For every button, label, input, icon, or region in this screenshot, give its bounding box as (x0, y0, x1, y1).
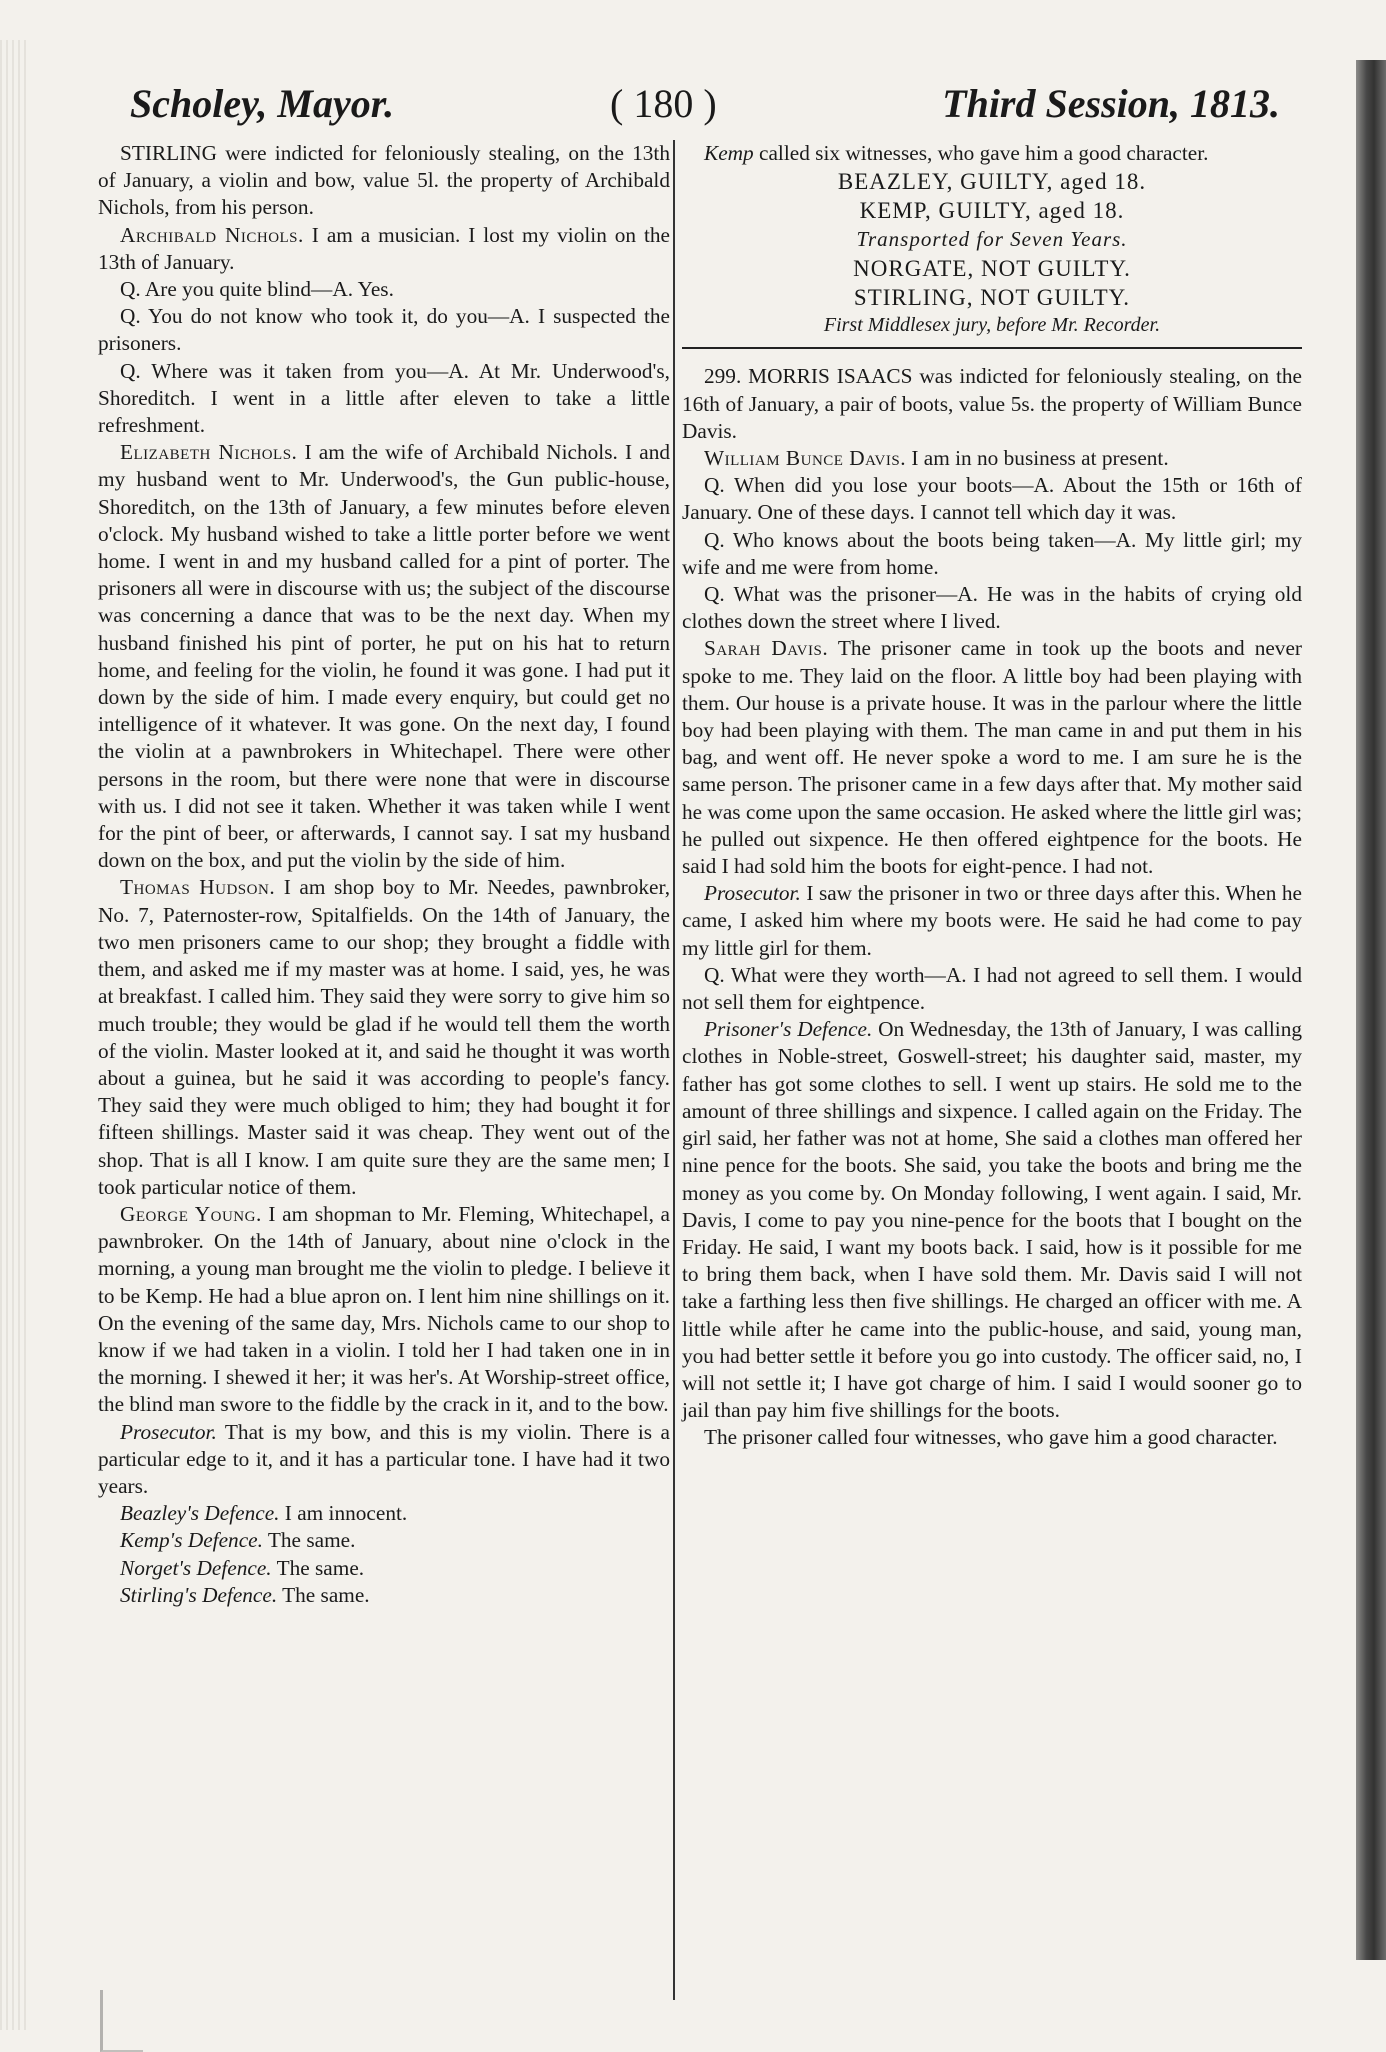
verdict-line: KEMP, GUILTY, aged 18. (859, 198, 1125, 224)
paragraph-lead: George Young. (120, 1201, 262, 1226)
paragraph-lead: Kemp (704, 141, 754, 165)
paragraph-lead: Sarah Davis. (704, 636, 829, 661)
paragraph-lead: Prosecutor. (120, 1419, 217, 1444)
left-column (98, 140, 670, 1609)
paragraph-text: Q. Where was it taken from you—A. At Mr. Underwood's, Shoreditch. I went in a little after eleven to take a little refreshment. (98, 358, 670, 438)
paragraph (682, 581, 1302, 635)
paragraph (682, 962, 1302, 1016)
paragraph-text: On Wednesday, the 13th of January, I was calling clothes in Noble-street, Goswell-street; his daughter said, master, my father has got some clothes to sell. I went up stairs. He sold me to the amount of three shillings and sixpence. I called again on the Friday. The girl said, her father was not at home, She said a clothes man offered her nine pence for the boots. She said, you take the boots and bring me the money as you come by. On Monday following, I went again. I said, Mr. Davis, I come to pay you nine-pence for the boots that I bought on the Friday. He said, I want my boots back. I said, how is it possible for me to bring them back, when I have sold them. Mr. Davis said I will not take a farthing less then five shillings. He charged an officer with me. A little while after he came into the public-house, and said, young man, you had better settle it before you go into custody. The officer said, no, I will not settle it; I have got charge of him. I said I would sooner go to jail than pay him five shillings for the boots. (682, 1017, 1302, 1423)
page-edge-left (0, 40, 28, 2030)
paragraph-text: The prisoner called four witnesses, who gave him a good character. (704, 1425, 1278, 1450)
paragraph-lead: Thomas Hudson. (120, 875, 276, 900)
paragraph-text: called six witnesses, who gave him a good character. (759, 141, 1209, 165)
column-divider (673, 140, 675, 2000)
paragraph-text: I am the wife of Archibald Nichols. I and my husband went to Mr. Underwood's, the Gun public-house, Shoreditch, on the 13th of January, a few minutes before eleven o'clock. My husband wished to take a little porter before we went home. I went in and my husband called for a pint of porter. The prisoners all were in discourse with us; the subject of the discourse was concerning a dance that was to be the next day. When my husband finished his pint of porter, he put on his hat to return home, and feeling for the violin, he found it was gone. I had put it down by the side of him. I made every enquiry, but could get no intelligence of it whatever. It was gone. On the next day, I found the violin at a pawnbrokers in Whitechapel. There were other persons in the room, but there were none that were in discourse with us. I did not see it taken. Whether it was taken while I went for the pint of beer, or afterwards, I cannot say. I sat my husband down on the box, and put the violin by the side of him. (98, 440, 670, 873)
paragraph (682, 527, 1302, 581)
paragraph-text: I am innocent. (284, 1501, 408, 1526)
paragraph-text: I saw the prisoner in two or three days after this. When he came, I asked him where my boots were. He said he had come to pay my little girl for them. (682, 881, 1302, 960)
paragraph-text: Q. Who knows about the boots being taken—A. My little girl; my wife and me were from home. (682, 527, 1302, 579)
paragraph (682, 635, 1302, 880)
paragraph-lead: Stirling's Defence. (120, 1582, 278, 1607)
paragraph (682, 363, 1302, 445)
paragraph-lead: Prisoner's Defence. (704, 1017, 873, 1042)
right-column (682, 140, 1302, 1452)
paragraph (98, 1527, 670, 1554)
paragraph (682, 1424, 1302, 1451)
paragraph (98, 222, 670, 276)
verdict-line: NORGATE, NOT GUILTY. (853, 256, 1131, 282)
paragraph-text: The same. (282, 1582, 370, 1607)
jury-note: First Middlesex jury, before Mr. Recorder. (823, 314, 1161, 337)
paragraph-lead: Beazley's Defence. (120, 1501, 280, 1526)
paragraph-lead: Prosecutor. (704, 881, 801, 906)
paragraph-lead: Archibald Nichols. (120, 222, 304, 247)
paragraph (98, 439, 670, 874)
margin-mark (100, 1990, 143, 2052)
paragraph (98, 1500, 670, 1527)
paragraph (98, 358, 670, 440)
paragraph-text: 299. MORRIS ISAACS was indicted for feloniously stealing, on the 16th of January, a pair of boots, value 5s. the property of William Bunce Davis. (682, 364, 1302, 443)
paragraph (98, 1419, 670, 1501)
right-column-body (682, 363, 1302, 1451)
paragraph-lead: Norget's Defence. (120, 1555, 272, 1580)
paragraph (98, 1555, 670, 1582)
paragraph-text: That is my bow, and this is my violin. There is a particular edge to it, and it has a particular tone. I have had it two years. (98, 1419, 670, 1498)
page-number: ( 180 ) (610, 81, 717, 126)
header-left: Scholey, Mayor. (130, 81, 395, 126)
paragraph-text: Q. When did you lose your boots—A. About the 15th or 16th of January. One of these days. I cannot tell which day it was. (682, 473, 1302, 525)
paragraph-text: I am shopman to Mr. Fleming, Whitechapel, a pawnbroker. On the 14th of January, about nine o'clock in the morning, a young man brought me the violin to pledge. I believe it to be Kemp. He had a blue apron on. I lent him nine shillings on it. On the evening of the same day, Mrs. Nichols came to our shop to know if we had taken in a violin. I told her I had taken one in in the morning. I shewed it her; it was her's. At Worship-street office, the blind man swore to the fiddle by the crack in it, and to the bow. (98, 1201, 670, 1417)
paragraph-text: The same. (267, 1528, 356, 1553)
paragraph (98, 1201, 670, 1419)
paragraph-text: The prisoner came in took up the boots and never spoke to me. They laid on the floor. A little boy had been playing with them. Our house is a private house. It was in the parlour where the little boy had been playing with them. The man came in and put them in his bag, and went off. He never spoke a word to me. I am sure he is the same person. The prisoner came in a few days after that. My mother said he was come upon the same occasion. He asked where the little girl was; he pulled out sixpence. He then offered eightpence for the boots. He said I had sold him the boots for eight-pence. I had not. (682, 636, 1302, 879)
paragraph-text: I am in no business at present. (911, 446, 1169, 471)
verdict-line: BEAZLEY, GUILTY, aged 18. (837, 169, 1147, 195)
running-header (90, 70, 1310, 134)
paragraph (682, 472, 1302, 526)
paragraph-text: I am shop boy to Mr. Needes, pawnbroker, No. 7, Paternoster-row, Spitalfields. On the 14th of January, the two men prisoners came to our shop; they brought a fiddle with them, and asked me if my master was at home. I said, yes, he was at breakfast. I called him. They said they were sorry to give him so much trouble; they would be glad if he would tell them the worth of the violin. Master looked at it, and said he thought it was worth about a guinea, but he said it was according to people's fancy. They said they were much obliged to him; they had bought it for fifteen shillings. Master said it was cheap. They went out of the shop. That is all I know. I am quite sure they are the same men; I took particular notice of them. (98, 875, 671, 1199)
document-page (90, 70, 1310, 1607)
paragraph-text: STIRLING were indicted for feloniously stealing, on the 13th of January, a violin and bow, value 5l. the property of Archibald Nichols, from his person. (98, 141, 670, 220)
paragraph (98, 874, 670, 1200)
paragraph-text: Q. What was the prisoner—A. He was in the habits of crying old clothes down the street where I lived. (682, 582, 1302, 634)
verdict-line: STIRLING, NOT GUILTY. (853, 285, 1131, 311)
paragraph (682, 1016, 1302, 1424)
header-right: Third Session, 1813. (942, 81, 1280, 126)
paragraph (98, 1582, 670, 1609)
sentence-line: Transported for Seven Years. (856, 227, 1128, 252)
witness-paragraph (682, 140, 1302, 167)
paragraph-text: I am a musician. I lost my violin on the 13th of January. (98, 222, 671, 274)
paragraph-text: The same. (276, 1555, 365, 1580)
binding-shadow (1356, 60, 1386, 1960)
paragraph-text: Q. You do not know who took it, do you—A. I suspected the prisoners. (98, 304, 670, 356)
paragraph-text: Q. What were they worth—A. I had not agreed to sell them. I would not sell them for eightpence. (682, 962, 1302, 1015)
paragraph (98, 276, 670, 303)
case-separator (682, 347, 1302, 349)
paragraph (682, 880, 1302, 962)
paragraph-text: Q. Are you quite blind—A. Yes. (120, 277, 394, 302)
paragraph (98, 140, 670, 222)
paragraph (682, 445, 1302, 472)
paragraph-lead: Kemp's Defence. (120, 1528, 263, 1553)
paragraph (98, 303, 670, 357)
paragraph-lead: Elizabeth Nichols. (120, 440, 298, 465)
paragraph-lead: William Bunce Davis. (704, 446, 907, 471)
